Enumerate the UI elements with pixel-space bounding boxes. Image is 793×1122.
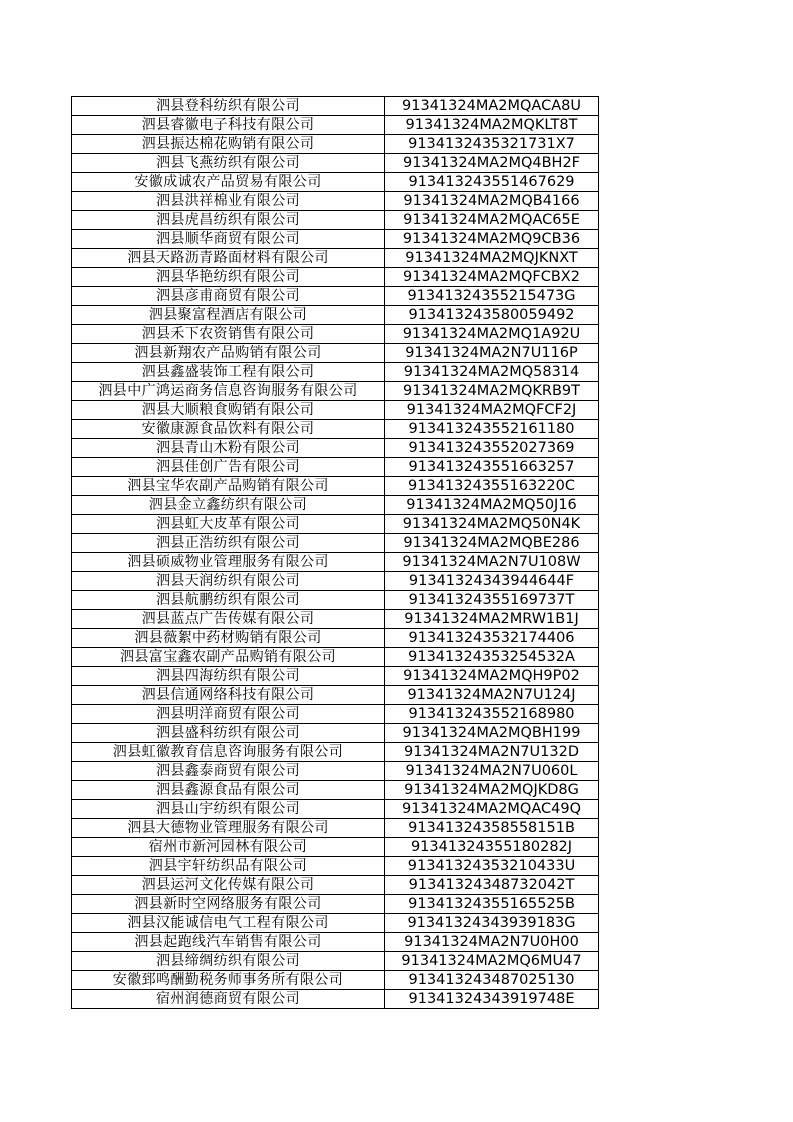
company-name-cell: 泗县缔绸纺织有限公司 [72, 952, 385, 971]
company-name-cell: 泗县鑫源食品有限公司 [72, 781, 385, 800]
credit-code-cell: 91341324MA2N7U060L [385, 762, 599, 781]
table-row [72, 154, 599, 173]
table-row [72, 173, 599, 192]
table-row [72, 553, 599, 572]
table-row [72, 116, 599, 135]
table-row [72, 762, 599, 781]
credit-code-cell: 91341324343919748E [385, 990, 599, 1009]
company-name-cell: 泗县起跑线汽车销售有限公司 [72, 933, 385, 952]
company-name-cell: 泗县禾下农资销售有限公司 [72, 325, 385, 344]
company-name-cell: 泗县金立鑫纺织有限公司 [72, 496, 385, 515]
company-name-cell: 泗县富宝鑫农副产品购销有限公司 [72, 648, 385, 667]
table-row [72, 591, 599, 610]
table-row [72, 838, 599, 857]
company-name-cell: 泗县鑫盛装饰工程有限公司 [72, 363, 385, 382]
credit-code-cell: 91341324MA2MQBH199 [385, 724, 599, 743]
company-name-cell: 安徽郅鸣酬勤税务师事务所有限公司 [72, 971, 385, 990]
table-row [72, 743, 599, 762]
credit-code-cell: 91341324MA2MQKRB9T [385, 382, 599, 401]
credit-code-cell: 91341324355180282J [385, 838, 599, 857]
table-row [72, 572, 599, 591]
credit-code-cell: 91341324MA2N7U132D [385, 743, 599, 762]
table-row [72, 876, 599, 895]
table-row [72, 990, 599, 1009]
table-row [72, 420, 599, 439]
credit-code-cell: 91341324MA2MQ58314 [385, 363, 599, 382]
credit-code-cell: 913413243552168980 [385, 705, 599, 724]
credit-code-cell: 91341324343939183G [385, 914, 599, 933]
table-row [72, 135, 599, 154]
table-row [72, 819, 599, 838]
table-row [72, 857, 599, 876]
company-name-cell: 泗县聚富程酒店有限公司 [72, 306, 385, 325]
table-row [72, 686, 599, 705]
credit-code-cell: 913413243552161180 [385, 420, 599, 439]
company-name-cell: 泗县飞燕纺织有限公司 [72, 154, 385, 173]
credit-code-cell: 91341324MA2MQ1A92U [385, 325, 599, 344]
company-name-cell: 泗县新时空网络服务有限公司 [72, 895, 385, 914]
table-row [72, 268, 599, 287]
company-name-cell: 宿州润德商贸有限公司 [72, 990, 385, 1009]
table-row [72, 933, 599, 952]
table-row [72, 401, 599, 420]
table-row [72, 211, 599, 230]
credit-code-cell: 91341324MA2MQKLT8T [385, 116, 599, 135]
credit-code-cell: 913413243551663257 [385, 458, 599, 477]
credit-code-cell: 913413243552027369 [385, 439, 599, 458]
table-row [72, 439, 599, 458]
table-row [72, 382, 599, 401]
credit-code-cell: 91341324MA2N7U116P [385, 344, 599, 363]
company-name-cell: 泗县彦甫商贸有限公司 [72, 287, 385, 306]
credit-code-cell: 91341324MA2MQH9P02 [385, 667, 599, 686]
table-row [72, 230, 599, 249]
credit-code-cell: 91341324358558151B [385, 819, 599, 838]
credit-code-cell: 91341324MA2MQ4BH2F [385, 154, 599, 173]
credit-code-cell: 91341324355165525B [385, 895, 599, 914]
credit-code-cell: 91341324353210433U [385, 857, 599, 876]
credit-code-cell: 91341324MA2N7U0H00 [385, 933, 599, 952]
table-row [72, 705, 599, 724]
company-name-cell: 泗县青山木粉有限公司 [72, 439, 385, 458]
company-name-cell: 泗县虎昌纺织有限公司 [72, 211, 385, 230]
company-code-table [71, 96, 599, 1009]
company-name-cell: 泗县蓝点广告传媒有限公司 [72, 610, 385, 629]
company-name-cell: 泗县新翔农产品购销有限公司 [72, 344, 385, 363]
table-row [72, 648, 599, 667]
credit-code-cell: 91341324343944644F [385, 572, 599, 591]
table-row [72, 515, 599, 534]
credit-code-cell: 91341324MA2MRW1B1J [385, 610, 599, 629]
company-name-cell: 泗县洪祥棉业有限公司 [72, 192, 385, 211]
credit-code-cell: 91341324MA2MQ50N4K [385, 515, 599, 534]
company-name-cell: 泗县大顺粮食购销有限公司 [72, 401, 385, 420]
table-body [72, 97, 599, 1009]
table-row [72, 363, 599, 382]
company-name-cell: 泗县明洋商贸有限公司 [72, 705, 385, 724]
table-row [72, 306, 599, 325]
company-name-cell: 泗县信通网络科技有限公司 [72, 686, 385, 705]
company-name-cell: 泗县中广鸿运商务信息咨询服务有限公司 [72, 382, 385, 401]
company-name-cell: 泗县睿徽电子科技有限公司 [72, 116, 385, 135]
credit-code-cell: 91341324MA2MQBE286 [385, 534, 599, 553]
table-row [72, 192, 599, 211]
credit-code-cell: 91341324355215473G [385, 287, 599, 306]
company-name-cell: 泗县薇絮中药材购销有限公司 [72, 629, 385, 648]
table-row [72, 458, 599, 477]
company-name-cell: 泗县振达棉花购销有限公司 [72, 135, 385, 154]
company-name-cell: 泗县硕威物业管理服务有限公司 [72, 553, 385, 572]
table-row [72, 344, 599, 363]
table-row [72, 325, 599, 344]
company-name-cell: 泗县航鹏纺织有限公司 [72, 591, 385, 610]
company-name-cell: 泗县华艳纺织有限公司 [72, 268, 385, 287]
table-row [72, 971, 599, 990]
credit-code-cell: 91341324MA2MQFCBX2 [385, 268, 599, 287]
company-name-cell: 泗县宇轩纺织品有限公司 [72, 857, 385, 876]
credit-code-cell: 91341324MA2N7U124J [385, 686, 599, 705]
credit-code-cell: 91341324MA2MQJKD8G [385, 781, 599, 800]
table-row [72, 97, 599, 116]
credit-code-cell: 91341324MA2MQ9CB36 [385, 230, 599, 249]
company-name-cell: 安徽成诚农产品贸易有限公司 [72, 173, 385, 192]
credit-code-cell: 91341324MA2MQFCF2J [385, 401, 599, 420]
credit-code-cell: 91341324355169737T [385, 591, 599, 610]
company-name-cell: 泗县宝华农副产品购销有限公司 [72, 477, 385, 496]
table-row [72, 895, 599, 914]
table-row [72, 534, 599, 553]
credit-code-cell: 913413243580059492 [385, 306, 599, 325]
company-name-cell: 泗县鑫泰商贸有限公司 [72, 762, 385, 781]
credit-code-cell: 91341324MA2MQ6MU47 [385, 952, 599, 971]
company-name-cell: 泗县佳创广告有限公司 [72, 458, 385, 477]
table-row [72, 952, 599, 971]
table-row [72, 914, 599, 933]
credit-code-cell: 913413243551467629 [385, 173, 599, 192]
company-name-cell: 泗县大德物业管理服务有限公司 [72, 819, 385, 838]
company-name-cell: 泗县天润纺织有限公司 [72, 572, 385, 591]
credit-code-cell: 91341324MA2MQAC49Q [385, 800, 599, 819]
table-row [72, 724, 599, 743]
company-name-cell: 宿州市新河园林有限公司 [72, 838, 385, 857]
table-row [72, 287, 599, 306]
credit-code-cell: 91341324MA2MQAC65E [385, 211, 599, 230]
credit-code-cell: 91341324MA2N7U108W [385, 553, 599, 572]
table-row [72, 496, 599, 515]
credit-code-cell: 91341324MA2MQJKNXT [385, 249, 599, 268]
company-name-cell: 泗县正浩纺织有限公司 [72, 534, 385, 553]
company-name-cell: 泗县顺华商贸有限公司 [72, 230, 385, 249]
table-row [72, 781, 599, 800]
table-row [72, 667, 599, 686]
company-name-cell: 泗县天路沥青路面材料有限公司 [72, 249, 385, 268]
company-name-cell: 泗县山宇纺织有限公司 [72, 800, 385, 819]
table-row [72, 610, 599, 629]
table-row [72, 629, 599, 648]
company-name-cell: 安徽康源食品饮料有限公司 [72, 420, 385, 439]
credit-code-cell: 91341324MA2MQACA8U [385, 97, 599, 116]
table-row [72, 249, 599, 268]
credit-code-cell: 913413243487025130 [385, 971, 599, 990]
credit-code-cell: 91341324353254532A [385, 648, 599, 667]
company-name-cell: 泗县汉能诚信电气工程有限公司 [72, 914, 385, 933]
company-name-cell: 泗县虹徽教育信息咨询服务有限公司 [72, 743, 385, 762]
company-name-cell: 泗县四海纺织有限公司 [72, 667, 385, 686]
credit-code-cell: 9134132435321731X7 [385, 135, 599, 154]
company-name-cell: 泗县登科纺织有限公司 [72, 97, 385, 116]
credit-code-cell: 91341324355163220C [385, 477, 599, 496]
table-row [72, 800, 599, 819]
credit-code-cell: 91341324MA2MQB4166 [385, 192, 599, 211]
credit-code-cell: 913413243532174406 [385, 629, 599, 648]
credit-code-cell: 91341324348732042T [385, 876, 599, 895]
company-name-cell: 泗县运河文化传媒有限公司 [72, 876, 385, 895]
company-name-cell: 泗县虹大皮革有限公司 [72, 515, 385, 534]
table-row [72, 477, 599, 496]
company-name-cell: 泗县盛科纺织有限公司 [72, 724, 385, 743]
credit-code-cell: 91341324MA2MQ50J16 [385, 496, 599, 515]
